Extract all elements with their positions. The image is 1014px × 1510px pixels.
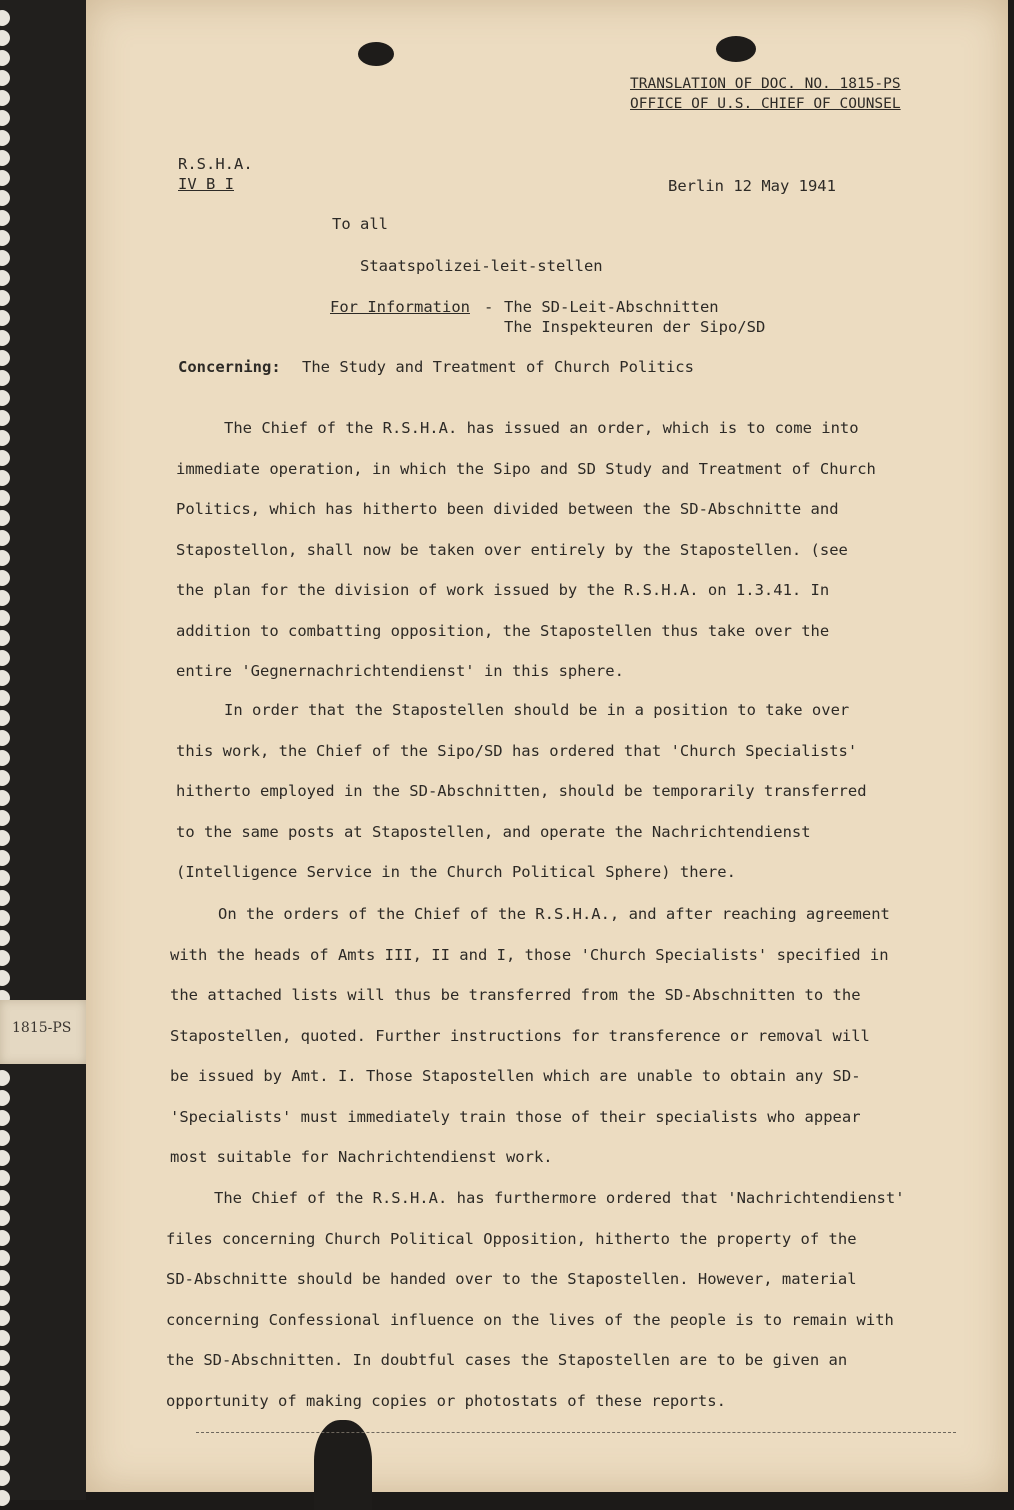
for-information-recipient-2: The Inspekteuren der Sipo/SD <box>504 318 766 336</box>
binder-hole <box>0 1290 10 1306</box>
document-tab <box>0 1000 86 1064</box>
binder-hole <box>0 1250 10 1266</box>
binder-hole <box>0 250 10 266</box>
binder-hole <box>0 1190 10 1206</box>
binder-hole <box>0 1330 10 1346</box>
binder-hole <box>0 1110 10 1126</box>
binder-hole <box>0 730 10 746</box>
binder-hole <box>0 150 10 166</box>
paragraph-line: files concerning Church Political Opposition, hitherto the property of the <box>166 1229 857 1248</box>
concerning-text: The Study and Treatment of Church Politics <box>302 358 694 376</box>
paragraph-line: addition to combatting opposition, the Stapostellen thus take over the <box>176 621 830 640</box>
binder-hole <box>0 110 10 126</box>
binder-hole <box>0 90 10 106</box>
binder-hole <box>0 750 10 766</box>
paragraph-line: The Chief of the R.S.H.A. has issued an order, which is to come into <box>224 419 859 437</box>
binder-hole <box>0 1430 10 1446</box>
binder-hole <box>0 350 10 366</box>
binder-hole <box>0 170 10 186</box>
binder-hole <box>0 1070 10 1086</box>
binder-hole <box>0 630 10 646</box>
binder-hole <box>0 570 10 586</box>
binder-hole <box>0 50 10 66</box>
paragraph-line: In order that the Stapostellen should be in a position to take over <box>224 701 850 719</box>
tab-label: 1815-PS <box>12 1020 72 1036</box>
binder-hole <box>0 930 10 946</box>
binder-hole <box>0 1390 10 1406</box>
address-recipient: Staatspolizei-leit-stellen <box>360 257 603 275</box>
paragraph-line: Stapostellon, shall now be taken over entirely by the Stapostellen. (see <box>176 540 848 559</box>
binder-hole <box>0 510 10 526</box>
paragraph-line: The Chief of the R.S.H.A. has furthermore ordered that 'Nachrichtendienst' <box>214 1189 905 1207</box>
binder-hole <box>0 210 10 226</box>
binder-hole <box>0 410 10 426</box>
paragraph-line: 'Specialists' must immediately train those of their specialists who appear <box>170 1107 861 1126</box>
paragraph-line: (Intelligence Service in the Church Political Sphere) there. <box>176 863 736 881</box>
paragraph-line: this work, the Chief of the Sipo/SD has ordered that 'Church Specialists' <box>176 741 858 760</box>
paragraph-line: hitherto employed in the SD-Abschnitten, should be temporarily transferred <box>176 782 867 800</box>
binder-hole <box>0 30 10 46</box>
paragraph-line: opportunity of making copies or photostats of these reports. <box>166 1391 726 1410</box>
binder-strip <box>0 0 86 1500</box>
translation-line-1: TRANSLATION OF DOC. NO. 1815-PS <box>630 76 901 92</box>
concerning-label: Concerning: <box>178 358 281 376</box>
binder-hole <box>0 670 10 686</box>
binder-hole <box>0 870 10 886</box>
paragraph-line: immediate operation, in which the Sipo and SD Study and Treatment of Church <box>176 459 876 478</box>
binder-hole <box>0 650 10 666</box>
paragraph-line: to the same posts at Stapostellen, and operate the Nachrichtendienst <box>176 822 811 841</box>
binder-hole <box>0 1310 10 1326</box>
binder-hole <box>0 850 10 866</box>
for-information-recipient-1: The SD-Leit-Abschnitten <box>504 298 719 316</box>
binder-hole <box>0 330 10 346</box>
binder-hole <box>0 1410 10 1426</box>
binder-hole <box>0 470 10 486</box>
binder-hole <box>0 310 10 326</box>
binder-hole <box>0 130 10 146</box>
paragraph-line: with the heads of Amts III, II and I, those 'Church Specialists' specified in <box>170 945 889 964</box>
paragraph-line: the attached lists will thus be transferred from the SD-Abschnitten to the <box>170 986 861 1004</box>
paragraph-line: be issued by Amt. I. Those Stapostellen which are unable to obtain any SD- <box>170 1067 861 1085</box>
paragraph-line: Politics, which has hitherto been divided between the SD-Abschnitte and <box>176 500 839 518</box>
sender-dept: IV B I <box>178 175 234 193</box>
paragraph-line: entire 'Gegnernachrichtendienst' in this sphere. <box>176 662 624 680</box>
binder-hole <box>0 290 10 306</box>
paragraph-line: SD-Abschnitte should be handed over to the Stapostellen. However, material <box>166 1270 857 1288</box>
binder-hole <box>0 1170 10 1186</box>
binder-hole <box>0 1350 10 1366</box>
ink-blot <box>314 1420 372 1510</box>
paragraph-line: the plan for the division of work issued by the R.S.H.A. on 1.3.41. In <box>176 581 830 599</box>
binder-hole <box>0 190 10 206</box>
date-line: Berlin 12 May 1941 <box>668 177 836 195</box>
binder-hole <box>0 1130 10 1146</box>
binder-hole <box>0 230 10 246</box>
binder-hole <box>0 270 10 286</box>
binder-hole <box>0 450 10 466</box>
binder-hole <box>0 1090 10 1106</box>
binder-hole <box>0 1470 10 1486</box>
binder-hole <box>0 910 10 926</box>
sender-org: R.S.H.A. <box>178 155 253 173</box>
binder-hole <box>0 1150 10 1166</box>
address-to: To all <box>332 215 388 233</box>
binder-hole <box>0 610 10 626</box>
binder-hole <box>0 810 10 826</box>
paragraph-line: Stapostellen, quoted. Further instructions for transference or removal will <box>170 1026 870 1045</box>
binder-hole <box>0 550 10 566</box>
translation-line-2: OFFICE OF U.S. CHIEF OF COUNSEL <box>630 96 901 112</box>
document-page <box>86 0 1008 1492</box>
binder-hole <box>0 1230 10 1246</box>
binder-hole <box>0 890 10 906</box>
binder-hole <box>0 370 10 386</box>
binder-hole <box>0 690 10 706</box>
binder-hole <box>0 430 10 446</box>
binder-hole <box>0 390 10 406</box>
binder-hole <box>0 1270 10 1286</box>
binder-hole <box>0 530 10 546</box>
binder-hole <box>0 710 10 726</box>
binder-hole <box>0 790 10 806</box>
binder-hole <box>0 770 10 786</box>
binder-hole <box>0 10 10 26</box>
ink-blot <box>358 42 394 66</box>
for-information-label: For Information <box>330 298 470 316</box>
bottom-rule <box>196 1432 956 1433</box>
binder-hole <box>0 70 10 86</box>
paragraph-line: On the orders of the Chief of the R.S.H.A., and after reaching agreement <box>218 905 890 923</box>
binder-hole <box>0 590 10 606</box>
ink-blot <box>716 36 756 62</box>
paragraph-line: most suitable for Nachrichtendienst work. <box>170 1148 553 1166</box>
binder-hole <box>0 1210 10 1226</box>
paragraph-line: the SD-Abschnitten. In doubtful cases the Stapostellen are to be given an <box>166 1351 848 1369</box>
binder-hole <box>0 490 10 506</box>
binder-hole <box>0 830 10 846</box>
binder-hole <box>0 1370 10 1386</box>
for-information-dash: - <box>484 298 494 316</box>
binder-hole <box>0 1490 10 1506</box>
binder-hole <box>0 1450 10 1466</box>
paragraph-line: concerning Confessional influence on the lives of the people is to remain with <box>166 1310 894 1329</box>
binder-hole <box>0 950 10 966</box>
binder-hole <box>0 970 10 986</box>
